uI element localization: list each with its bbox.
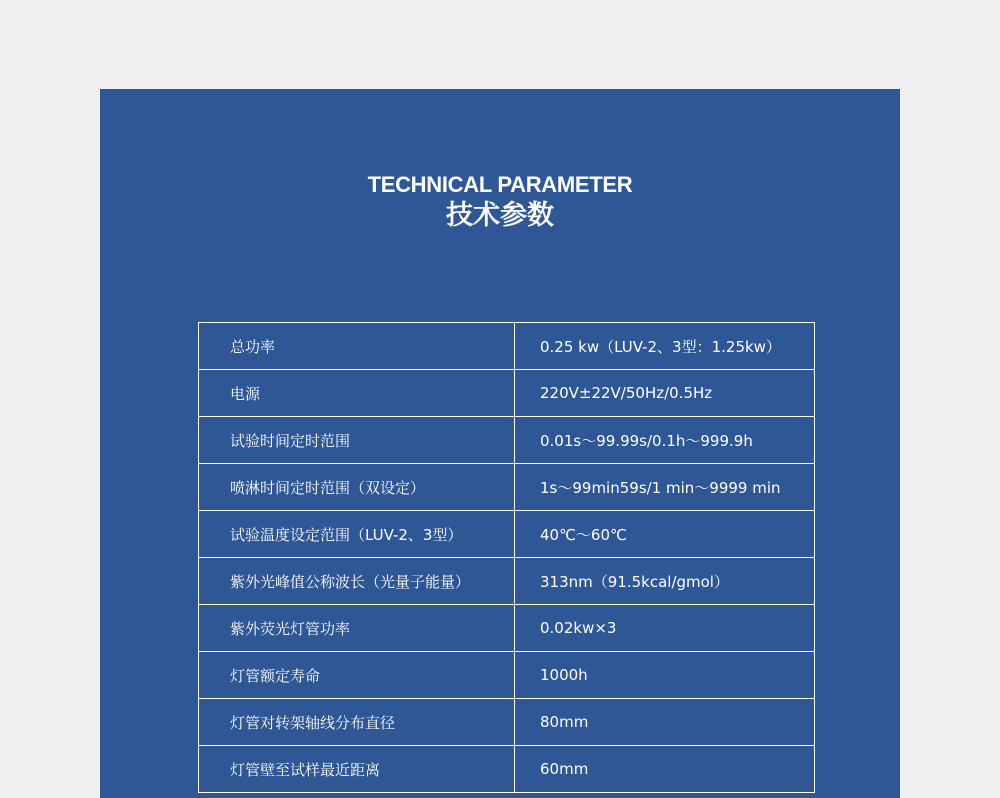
param-label: 灯管对转架轴线分布直径 xyxy=(199,699,515,746)
param-value: 40℃～60℃ xyxy=(515,511,815,558)
param-label: 试验温度设定范围（LUV-2、3型） xyxy=(199,511,515,558)
param-value: 1s～99min59s/1 min～9999 min xyxy=(515,464,815,511)
param-value: 0.01s～99.99s/0.1h～999.9h xyxy=(515,417,815,464)
table-row xyxy=(199,558,815,605)
param-value: 313nm（91.5kcal/gmol） xyxy=(515,558,815,605)
param-value: 80mm xyxy=(515,699,815,746)
table-row xyxy=(199,417,815,464)
param-label: 总功率 xyxy=(199,323,515,370)
param-value: 0.25 kw（LUV-2、3型：1.25kw） xyxy=(515,323,815,370)
param-label: 紫外荧光灯管功率 xyxy=(199,605,515,652)
param-label: 灯管壁至试样最近距离 xyxy=(199,746,515,793)
tech-params-panel xyxy=(100,89,900,798)
parameter-table xyxy=(198,322,815,793)
table-row xyxy=(199,464,815,511)
param-value: 60mm xyxy=(515,746,815,793)
table-row xyxy=(199,746,815,793)
table-row xyxy=(199,699,815,746)
table-row xyxy=(199,370,815,417)
table-row xyxy=(199,652,815,699)
param-label: 灯管额定寿命 xyxy=(199,652,515,699)
table-row xyxy=(199,323,815,370)
section-title-cn: 技术参数 xyxy=(446,200,554,231)
section-title-en: TECHNICAL PARAMETER xyxy=(367,172,633,197)
table-row xyxy=(199,511,815,558)
param-label: 试验时间定时范围 xyxy=(199,417,515,464)
param-value: 0.02kw×3 xyxy=(515,605,815,652)
param-label: 电源 xyxy=(199,370,515,417)
table-row xyxy=(199,605,815,652)
param-label: 紫外光峰值公称波长（光量子能量） xyxy=(199,558,515,605)
param-value: 220V±22V/50Hz/0.5Hz xyxy=(515,370,815,417)
param-label: 喷淋时间定时范围（双设定） xyxy=(199,464,515,511)
param-value: 1000h xyxy=(515,652,815,699)
